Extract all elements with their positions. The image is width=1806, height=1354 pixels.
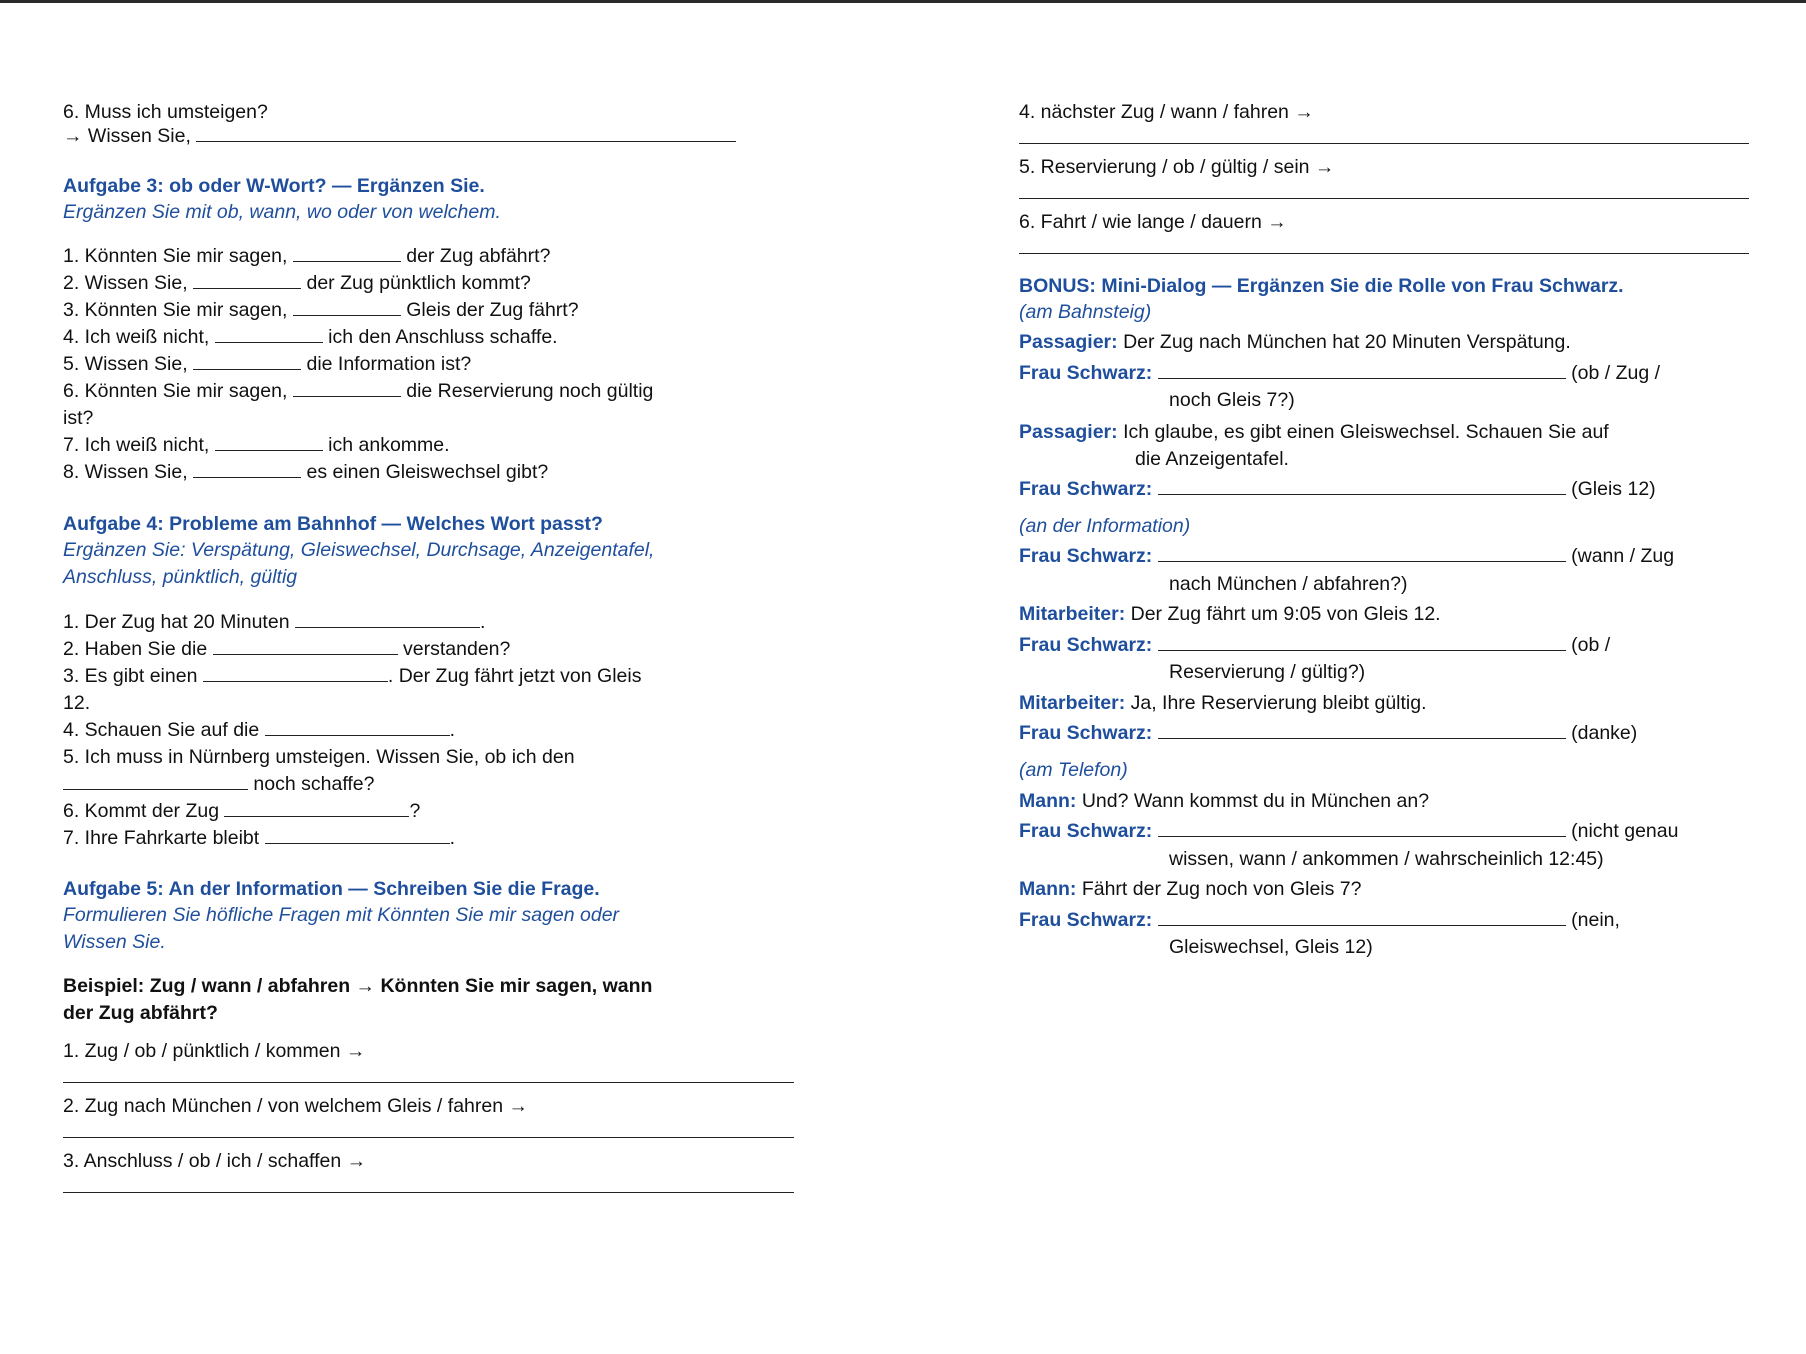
list-item: 4. Schauen Sie auf die . [63,719,456,741]
exercise-3-instruction: Ergänzen Sie mit ob, wann, wo oder von welchem. [63,201,501,223]
gap-blank[interactable] [224,801,409,817]
answer-line[interactable] [63,1137,794,1138]
list-item: 2. Haben Sie die verstanden? [63,638,511,660]
list-item: 2. Zug nach München / von welchem Gleis / fahren → [63,1095,528,1117]
answer-blank[interactable] [1158,910,1566,926]
example-line: Beispiel: Zug / wann / abfahren → Könnten Sie mir sagen, wann [63,975,653,997]
gap-blank[interactable] [265,720,450,736]
exercise-5-instruction-cont: Wissen Sie. [63,931,166,953]
dialog-hint-cont: nach München / abfahren?) [1169,573,1408,595]
answer-blank[interactable] [196,126,736,142]
gap-blank[interactable] [293,246,401,262]
dialog-line: Frau Schwarz: (ob / Zug / [1019,362,1661,384]
dialog-line: Frau Schwarz: (ob / [1019,634,1611,656]
answer-blank[interactable] [1158,546,1566,562]
list-item: 5. Ich muss in Nürnberg umsteigen. Wissen Sie, ob ich den [63,746,575,768]
gap-blank[interactable] [193,462,301,478]
list-item: 7. Ich weiß nicht, ich ankomme. [63,434,450,456]
dialog-hint-cont: wissen, wann / ankommen / wahrscheinlich 12:45) [1169,848,1604,870]
list-item: 2. Wissen Sie, der Zug pünktlich kommt? [63,272,531,294]
exercise-3-title: Aufgabe 3: ob oder W-Wort? — Ergänzen Sie. [63,175,485,197]
dialog-line: Frau Schwarz: (Gleis 12) [1019,478,1656,500]
dialog-line: Mitarbeiter: Der Zug fährt um 9:05 von Gleis 12. [1019,603,1441,625]
dialog-line: Mitarbeiter: Ja, Ihre Reservierung bleibt gültig. [1019,692,1427,714]
question-6-answer: → Wissen Sie, [63,124,736,148]
answer-line[interactable] [1019,253,1749,254]
list-item: 1. Könnten Sie mir sagen, der Zug abfährt? [63,245,551,267]
answer-blank[interactable] [1158,723,1566,739]
exercise-4-instruction-cont: Anschluss, pünktlich, gültig [63,566,298,588]
dialog-hint-cont: noch Gleis 7?) [1169,389,1295,411]
dialog-line: Frau Schwarz: (nein, [1019,909,1620,931]
exercise-4-instruction: Ergänzen Sie: Verspätung, Gleiswechsel, Durchsage, Anzeigentafel, [63,539,655,561]
gap-blank[interactable] [215,327,323,343]
list-item: 8. Wissen Sie, es einen Gleiswechsel gibt? [63,461,549,483]
dialog-line: Frau Schwarz: (wann / Zug [1019,545,1675,567]
list-item-continuation: noch schaffe? [63,772,375,796]
gap-blank[interactable] [265,828,450,844]
list-item: 4. Ich weiß nicht, ich den Anschluss schaffe. [63,326,558,348]
gap-blank[interactable] [215,435,323,451]
question-6: 6. Muss ich umsteigen? [63,101,268,123]
dialog-line: Frau Schwarz: (danke) [1019,722,1638,744]
gap-blank[interactable] [193,273,301,289]
gap-blank[interactable] [63,774,248,790]
top-border [0,0,1806,3]
answer-line[interactable] [1019,198,1749,199]
answer-blank[interactable] [1158,821,1566,837]
dialog-line-cont: die Anzeigentafel. [1135,448,1289,470]
gap-blank[interactable] [293,300,401,316]
list-item: 7. Ihre Fahrkarte bleibt . [63,827,456,849]
gap-blank[interactable] [295,612,480,628]
example-line-cont: der Zug abfährt? [63,1002,218,1024]
dialog-line: Passagier: Der Zug nach München hat 20 Minuten Verspätung. [1019,331,1571,353]
answer-blank[interactable] [1158,479,1566,495]
list-item: 6. Fahrt / wie lange / dauern → [1019,211,1287,233]
list-item: 3. Anschluss / ob / ich / schaffen → [63,1150,367,1172]
gap-blank[interactable] [293,381,401,397]
bonus-title: BONUS: Mini-Dialog — Ergänzen Sie die Rolle von Frau Schwarz. [1019,275,1624,297]
exercise-5-title: Aufgabe 5: An der Information — Schreiben Sie die Frage. [63,878,600,900]
gap-blank[interactable] [203,666,388,682]
dialog-hint-cont: Gleiswechsel, Gleis 12) [1169,936,1373,958]
exercise-5-instruction: Formulieren Sie höfliche Fragen mit Könnten Sie mir sagen oder [63,904,620,926]
gap-blank[interactable] [213,639,398,655]
dialog-hint-cont: Reservierung / gültig?) [1169,661,1366,683]
answer-line[interactable] [63,1082,794,1083]
list-item: 3. Könnten Sie mir sagen, Gleis der Zug fährt? [63,299,579,321]
dialog-line: Frau Schwarz: (nicht genau [1019,820,1679,842]
exercise-4-title: Aufgabe 4: Probleme am Bahnhof — Welches Wort passt? [63,513,603,535]
answer-line[interactable] [63,1192,794,1193]
list-item: 1. Der Zug hat 20 Minuten . [63,611,486,633]
answer-blank[interactable] [1158,363,1566,379]
answer-line[interactable] [1019,143,1749,144]
gap-blank[interactable] [193,354,301,370]
dialog-line: Mann: Fährt der Zug noch von Gleis 7? [1019,878,1362,900]
scene-label: (am Bahnsteig) [1019,301,1152,323]
scene-label: (am Telefon) [1019,759,1128,781]
list-item: 1. Zug / ob / pünktlich / kommen → [63,1040,366,1062]
list-item: 3. Es gibt einen . Der Zug fährt jetzt von Gleis [63,665,642,687]
list-item-continuation: 12. [63,692,91,714]
list-item: 5. Reservierung / ob / gültig / sein → [1019,156,1335,178]
answer-blank[interactable] [1158,635,1566,651]
list-item: 6. Könnten Sie mir sagen, die Reservierung noch gültig [63,380,654,402]
list-item: 5. Wissen Sie, die Information ist? [63,353,472,375]
dialog-line: Passagier: Ich glaube, es gibt einen Gleiswechsel. Schauen Sie auf [1019,421,1609,443]
list-item-continuation: ist? [63,407,94,429]
list-item: 6. Kommt der Zug ? [63,800,421,822]
scene-label: (an der Information) [1019,515,1191,537]
list-item: 4. nächster Zug / wann / fahren → [1019,101,1314,123]
dialog-line: Mann: Und? Wann kommst du in München an? [1019,790,1430,812]
